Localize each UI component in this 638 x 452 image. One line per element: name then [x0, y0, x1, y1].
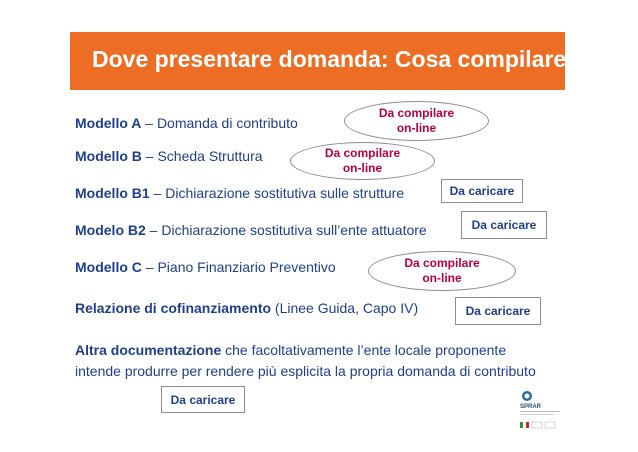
row-label: Modello B: [75, 148, 142, 164]
row-modello-b: [75, 148, 263, 164]
box-caricare-b2: Da caricare: [461, 211, 547, 239]
oval-compilare-c: [368, 251, 516, 291]
row-modello-a: [75, 115, 298, 131]
row-modello-b1: [75, 185, 404, 201]
oval-compilare-a: [344, 101, 489, 141]
page-title: Dove presentare domanda: Cosa compilare: [92, 46, 567, 72]
altra-documentazione: [75, 340, 545, 382]
oval-line1: Da compilare: [324, 146, 401, 160]
altra-desc: che facoltativamente l’ente locale proponente intende produrre per rendere più esplicita la propria domanda di contributo: [75, 342, 536, 379]
oval-line1: Da compilare: [404, 256, 480, 270]
row-desc: – Dichiarazione sostitutiva sull’ente attuatore: [145, 222, 427, 238]
oval-line2: on-line: [396, 121, 437, 135]
oval-line2: on-line: [422, 271, 462, 285]
row-modello-c: [75, 259, 336, 275]
row-desc: – Dichiarazione sostitutiva sulle strutture: [149, 185, 405, 201]
row-desc: – Domanda di contributo: [141, 115, 298, 131]
row-label: Modello A: [75, 115, 142, 131]
oval-compilare-b: [290, 142, 435, 180]
row-label: Modelo B2: [75, 222, 146, 238]
row-desc: – Scheda Struttura: [141, 148, 263, 164]
row-label: Modello C: [75, 259, 142, 275]
row-label: Modello B1: [75, 185, 150, 201]
oval-line1: Da compilare: [378, 106, 455, 120]
row-desc: (Linee Guida, Capo IV): [271, 300, 419, 316]
row-relazione: [75, 300, 418, 316]
altra-label: Altra documentazione: [75, 342, 222, 358]
row-desc: – Piano Finanziario Preventivo: [141, 259, 336, 275]
box-caricare-b1: Da caricare: [441, 179, 523, 203]
box-caricare-altra: Da caricare: [161, 386, 245, 413]
box-caricare-relazione: Da caricare: [455, 297, 541, 325]
sprar-logo: [518, 388, 570, 432]
row-modello-b2: [75, 222, 427, 238]
oval-line2: on-line: [342, 161, 383, 175]
row-label: Relazione di cofinanziamento: [75, 300, 272, 316]
logo-name: SPRAR: [520, 404, 542, 410]
